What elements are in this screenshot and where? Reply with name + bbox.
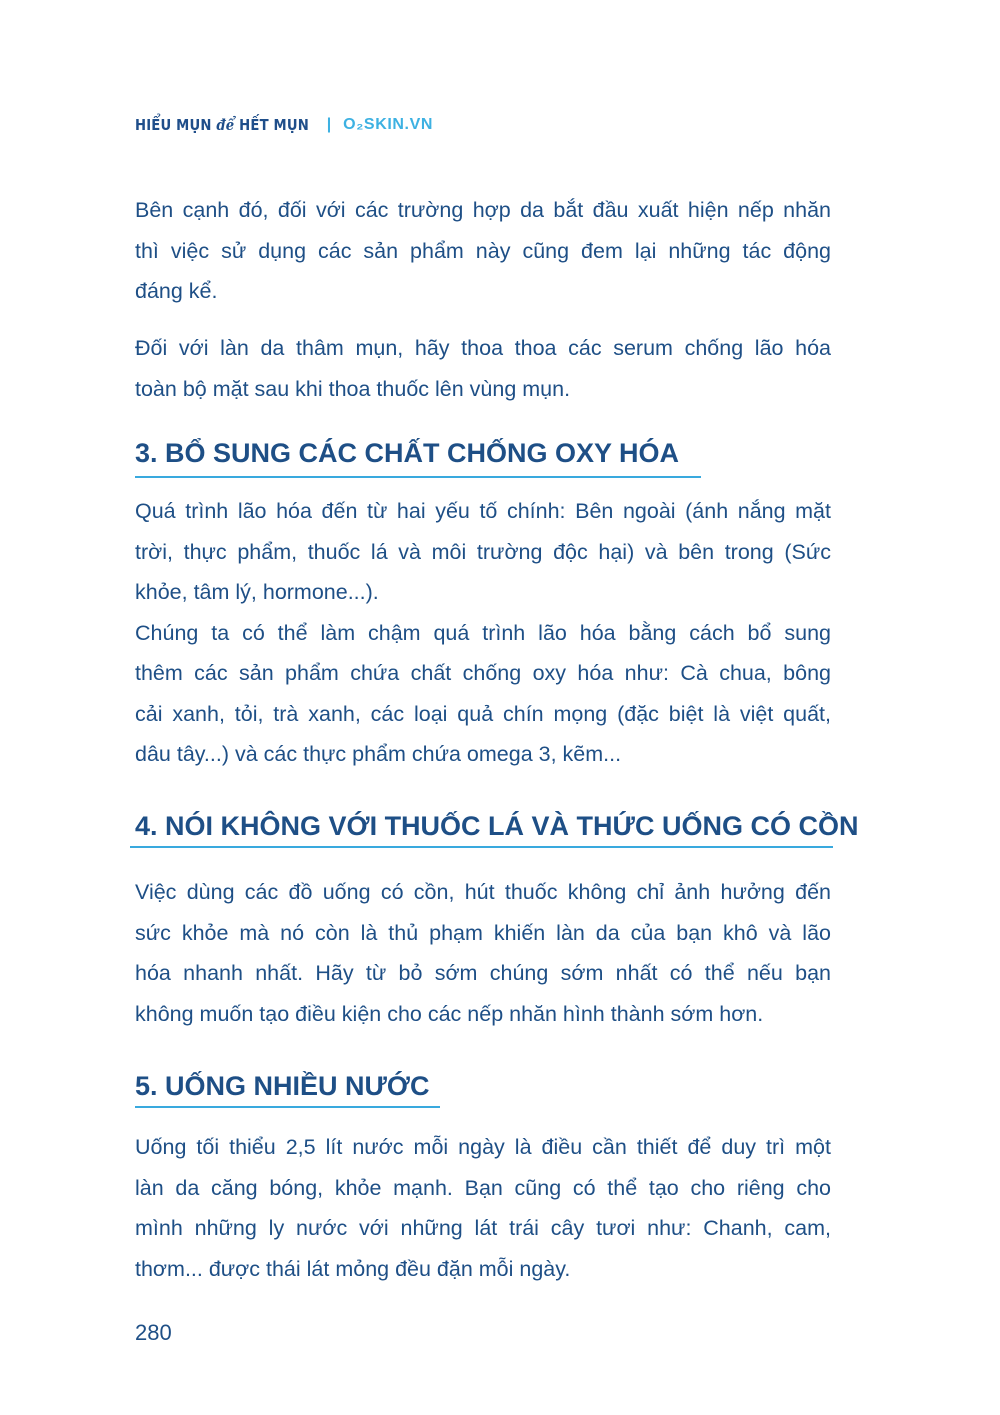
section-4-underline [130,846,833,848]
section-5-heading: 5. UỐNG NHIỀU NƯỚC [135,1071,430,1101]
running-header [135,116,433,134]
section-5-underline [135,1106,440,1108]
intro-paragraph-2: Đối với làn da thâm mụn, hãy thoa thoa các serum chống lão hóa toàn bộ mặt sau khi thoa thuốc lên vùng mụn. [135,336,831,401]
section-3-underline [135,476,701,478]
header-separator: | [326,116,332,133]
section-4-body: Việc dùng các đồ uống có cồn, hút thuốc không chỉ ảnh hưởng đến sức khỏe mà nó còn là thủ phạm khiến làn da của bạn khô và lão hóa nhanh nhất. Hãy từ bỏ sớm chúng sớm nhất có thể nếu bạn không muốn tạo điều kiện cho các nếp nhăn hình thành sớm hơn. [135,880,831,1026]
intro-paragraph-1: Bên cạnh đó, đối với các trường hợp da bắt đầu xuất hiện nếp nhăn thì việc sử dụng các sản phẩm này cũng đem lại những tác động đáng kể. [135,198,831,303]
section-3-heading: 3. BỔ SUNG CÁC CHẤT CHỐNG OXY HÓA [135,438,680,468]
page-number: 280 [135,1320,172,1345]
section-5-body: Uống tối thiểu 2,5 lít nước mỗi ngày là điều cần thiết để duy trì một làn da căng bóng, khỏe mạnh. Bạn cũng có thể tạo cho riêng cho mình những ly nước với những lát trái cây tươi như: Chanh, cam, thơm... được thái lát mỏng đều đặn mỗi ngày. [135,1135,831,1281]
section-4-heading: 4. NÓI KHÔNG VỚI THUỐC LÁ VÀ THỨC UỐNG CÓ CỒN [135,811,859,841]
site-name: O₂SKIN.VN [343,116,434,133]
book-title: HIỂU MỤN để HẾT MỤN [135,116,309,134]
section-3-body: Quá trình lão hóa đến từ hai yếu tố chính: Bên ngoài (ánh nắng mặt trời, thực phẩm, thuốc lá và môi trường độc hại) và bên trong (Sức khỏe, tâm lý, hormone...). Chúng ta có thể làm chậm quá trình lão hóa bằng cách bổ sung thêm các sản phẩm chứa chất chống oxy hóa như: Cà chua, bông cải xanh, tỏi, trà xanh, các loại quả chín mọng (đặc biệt là việt quất, dâu tây...) và các thực phẩm chứa omega 3, kẽm... [135,499,831,766]
